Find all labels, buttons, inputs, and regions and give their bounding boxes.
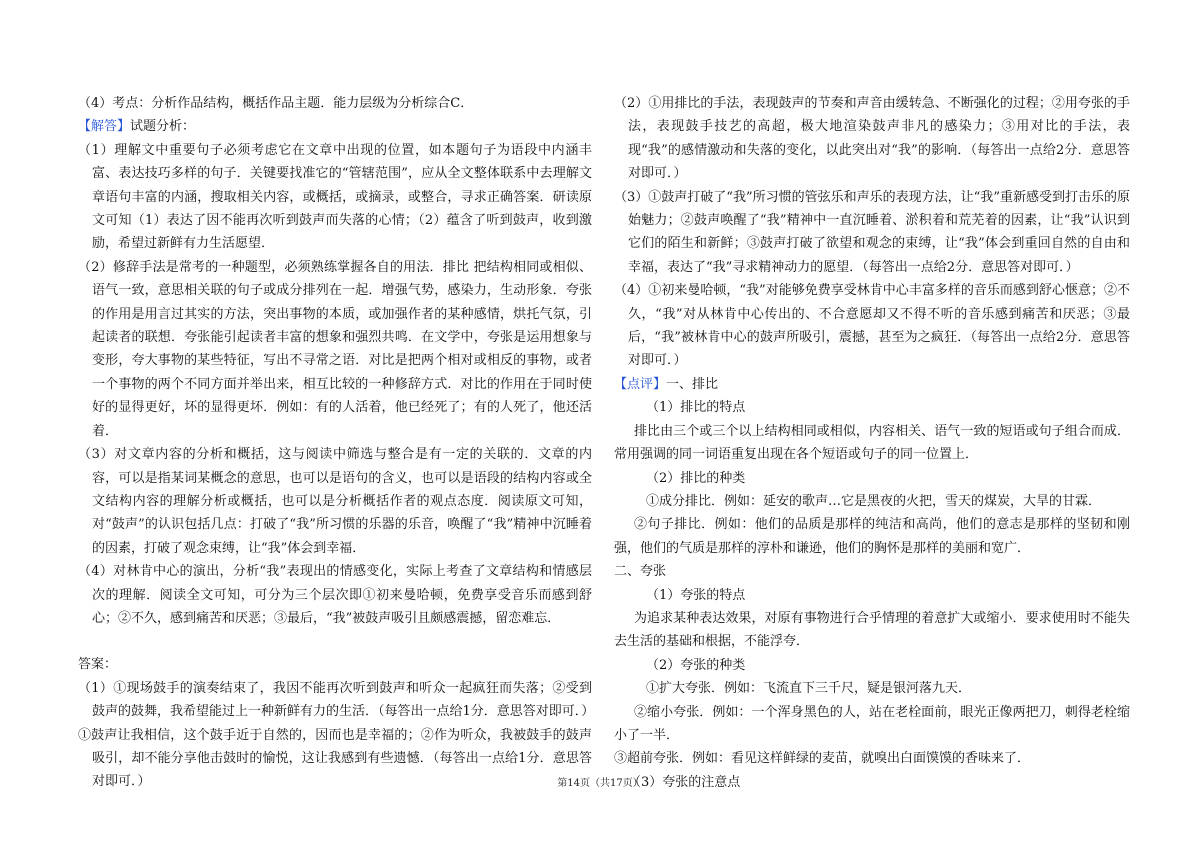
answer-paragraph-1b: ①鼓声让我相信，这个鼓手近于自然的，因而也是幸福的；②作为听众，我被鼓手的鼓声吸引，却不能分享他击鼓时的愉悦，这让我感到有些遗憾．（每答出一点给1分．意思答对即可．） (78, 727, 592, 790)
exam-point-paragraph: （4）考点：分析作品结构，概括作品主题．能力层级为分析综合C． (78, 96, 474, 111)
hyperbole-features-heading: （1）夸张的特点 (646, 587, 746, 603)
left-column (78, 92, 595, 794)
analysis-heading (78, 115, 592, 138)
parallelism-type-2: ②句子排比．例如：他们的品质是那样的纯洁和高尚，他们的意志是那样的坚韧和刚强，他们的气质是那样的淳朴和谦逊，他们的胸怀是那样的美丽和宽广． (614, 517, 1130, 556)
comment-tag: 【点评】 (614, 376, 667, 392)
page-footer: 第14页（共17页） (557, 778, 643, 789)
parallelism-types-heading: （2）排比的种类 (646, 470, 746, 486)
hyperbole-section-heading: 二、夸张 (614, 564, 667, 580)
analysis-paragraph-3: （3）对文章内容的分析和概括，这与阅读中筛选与整合是有一定的关联的．文章的内容，可以是指某词某概念的意思，也可以是语句的含义，也可以是语段的结构内容或全文结构内容的理解分析或概括，也可以是分析概括作者的观点态度．阅读原文可知，对“鼓声”的认识包括几点：打破了“我”所习惯的乐器的乐音，唤醒了“我”精神中沉睡着的因素，打破了观念束缚，让“我”体会到幸福． (78, 447, 592, 556)
hyperbole-notes-heading: （3）夸张的注意点 (628, 774, 741, 790)
parallelism-features-text: 排比由三个或三个以上结构相同或相似，内容相关、语气一致的短语或句子组合而成．常用强调的同一词语重复出现在各个短语或句子的同一位置上． (614, 423, 1130, 463)
hyperbole-features-text: 为追求某种表达效果，对原有事物进行合乎情理的着意扩大或缩小．要求使用时不能失去生活的基础和根据，不能浮夸． (614, 610, 1130, 650)
parallelism-features-heading: （1）排比的特点 (646, 400, 746, 416)
hyperbole-types-heading: （2）夸张的种类 (646, 657, 746, 673)
hyperbole-type-2: ②缩小夸张．例如：一个浑身黑色的人，站在老栓面前，眼光正像两把刀，刺得老栓缩小了一半． (614, 704, 1130, 743)
answer-paragraph-1: （1）①现场鼓手的演奏结束了，我因不能再次听到鼓声和听众一起疯狂而失落；②受到鼓声的鼓舞，我希望能过上一种新鲜有力的生活．（每答出一点给1分．意思答对即可．） (78, 680, 595, 720)
analysis-paragraph-4: （4）对林肯中心的演出，分析“我”表现出的情感变化，实际上考查了文章结构和情感层次的理解．阅读全文可知，可分为三个层次即①初来曼哈顿，免费享受音乐而感到舒心；②不久，感到痛苦和厌恶；③最后，“我”被鼓声吸引且颇感震撼，留恋难忘． (78, 564, 592, 626)
answer-paragraph-4: （4）①初来曼哈顿，“我”对能够免费享受林肯中心丰富多样的音乐而感到舒心惬意；②不久，“我”对从林肯中心传出的、不合意愿却又不得不听的音乐感到痛苦和厌恶；③最后，“我”被林肯中心的鼓声所吸引，震撼，甚至为之疯狂．（每答出一点给2分．意思答对即可．） (614, 283, 1130, 369)
right-column (614, 92, 1130, 794)
answer-label: 答案： (78, 657, 118, 673)
parallelism-type-1: ①成分排比．例如：延安的歌声…它是黑夜的火把，雪天的煤炭，大旱的甘霖． (646, 493, 1102, 509)
analysis-tag: 【解答】 (78, 119, 131, 135)
comment-heading-text: 一、排比 (666, 376, 719, 392)
spacer (78, 630, 592, 653)
answer-paragraph-3: （3）①鼓声打破了“我”所习惯的管弦乐和声乐的表现方法，让“我”重新感受到打击乐的原始魅力；②鼓声唤醒了“我”精神中一直沉睡着、淤积着和荒芜着的因素，让“我”认识到它们的陌生和新鲜；③鼓声打破了欲望和观念的束缚，让“我”体会到重回自然的自由和幸福，表达了“我”寻求精神动力的愿望．（每答出一点给2分．意思答对即可．） (614, 189, 1130, 275)
hyperbole-type-3: ③超前夸张．例如：看见这样鲜绿的麦苗，就嗅出白面馍馍的香味来了． (614, 751, 1031, 767)
analysis-paragraph-1: （1）理解文中重要句子必须考虑它在文章中出现的位置，如本题句子为语段中内涵丰富、表达技巧多样的句子．关键要找准它的“管辖范围”，应从全文整体联系中去理解文章语句丰富的内涵，搜取相关内容，或概括，或摘录，或整合，寻求正确答案．研读原文可知（1）表达了因不能再次听到鼓声而失落的心情；（2）蕴含了听到鼓声，收到激励，希望过新鲜有力生活愿望． (78, 142, 592, 252)
analysis-paragraph-2: （2）修辞手法是常考的一种题型，必须熟练掌握各自的用法．排比 把结构相同或相似、语气一致，意思相关联的句子或成分排列在一起．增强气势，感染力，生动形象．夸张的作用是用言过其实的方法，突出事物的本质，或加强作者的某种感情，烘托气氛，引起读者的联想．夸张能引起读者丰富的想象和强烈共鸣．在文学中，夸张是运用想象与变形，夸大事物的某些特征，写出不寻常之语．对比是把两个相对或相反的事物，或者一个事物的两个不同方面并举出来，相互比较的一种修辞方式．对比的作用在于同时使好的显得更好，坏的显得更坏．例如：有的人活着，他已经死了；有的人死了，他还活着． (78, 259, 592, 439)
comment-heading (614, 373, 1130, 396)
analysis-heading-text: 试题分析： (130, 119, 196, 135)
hyperbole-type-1: ①扩大夸张．例如：飞流直下三千尺，疑是银河落九天． (646, 681, 972, 697)
answer-paragraph-2: （2）①用排比的手法，表现鼓声的节奏和声音由缓转急、不断强化的过程；②用夸张的手法，表现鼓手技艺的高超，极大地渲染鼓声非凡的感染力；③用对比的手法，表现“我”的感情激动和失落的变化，以此突出对“我”的影响．（每答出一点给2分．意思答对即可．） (614, 96, 1130, 182)
